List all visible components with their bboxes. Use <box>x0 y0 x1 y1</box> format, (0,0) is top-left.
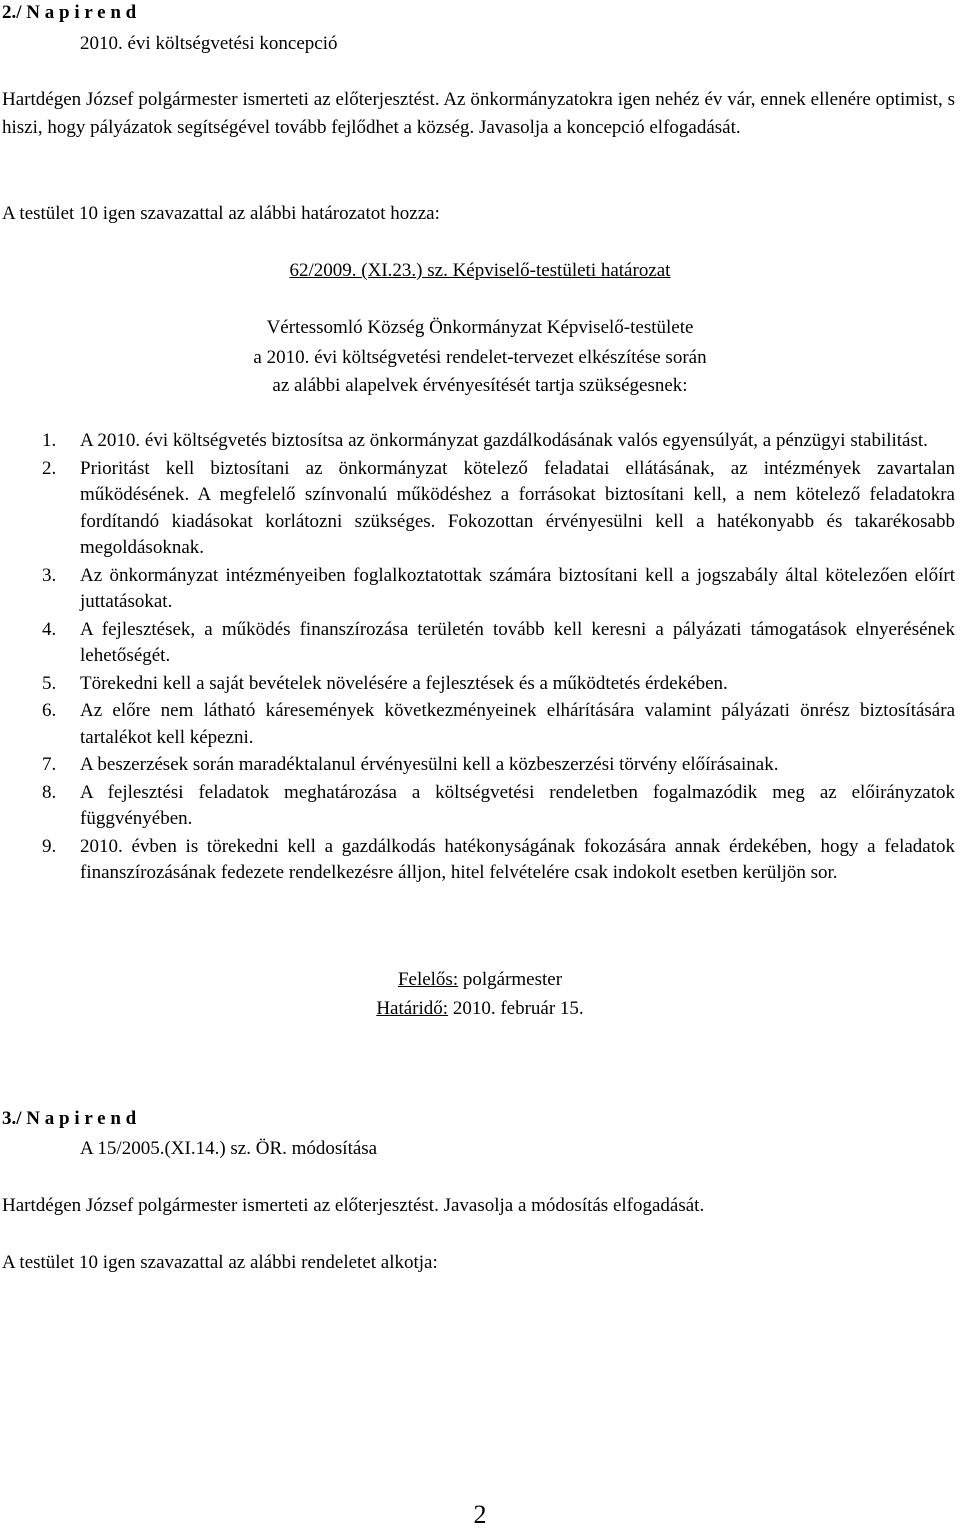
list-item: 2. Prioritást kell biztosítani az önkormányzat kötelező feladatai ellátásának, az intézmények zavartalan működésének. A megfelelő színvonalú működéshez a forrásokat biztosítani kell, a nem kötelező feladatokra fordítandó kiadásokat korlátozni szükséges. Fokozottan érvényesülni kell a hatékonyabb és takarékosabb megoldásoknak. <box>42 457 955 558</box>
list-item: 3. Az önkormányzat intézményeiben foglalkoztatottak számára biztosítani kell a jogszabály által kötelezően előírt juttatásokat. <box>42 564 955 612</box>
agenda-heading-2: 2./ N a p i r e n d <box>2 2 137 23</box>
list-item: 6. Az előre nem látható káresemények következményeinek elhárítására valamint pályázati önrész biztosítására tartalékot kell képezni. <box>42 700 955 748</box>
deadline-value: 2010. február 15. <box>452 998 584 1019</box>
resolution-body-line-2: a 2010. évi költségvetési rendelet-tervezet elkészítése során <box>253 347 707 368</box>
agenda-subject-2: 2010. évi költségvetési koncepció <box>80 33 338 54</box>
vote-sentence-2: A testület 10 igen szavazattal az alábbi határozatot hozza: <box>2 203 440 224</box>
deadline-line <box>0 995 960 1022</box>
responsible-line <box>0 966 960 993</box>
agenda-subject-3: A 15/2005.(XI.14.) sz. ÖR. módosítása <box>80 1138 378 1159</box>
list-item: 7. A beszerzések során maradéktalanul érvényesülni kell a közbeszerzési törvény előírásainak. <box>42 754 779 775</box>
intro-paragraph-2: Hartdégen József polgármester ismerteti az előterjesztést. Az önkormányzatokra igen nehéz év vár, ennek ellenére optimist, s hiszi, hogy pályázatok segítségével tovább fejlődhet a község. Javasolja a koncepció elfogadását. <box>2 89 955 138</box>
list-item: 4. A fejlesztések, a működés finanszírozása területén tovább kell keresni a pályázati támogatások elnyerésének lehetőségét. <box>42 618 955 666</box>
intro-paragraph-3: Hartdégen József polgármester ismerteti az előterjesztést. Javasolja a módosítás elfogadását. <box>2 1195 705 1216</box>
agenda-heading-3: 3./ N a p i r e n d <box>2 1108 137 1129</box>
resolution-body-line-3: az alábbi alapelvek érvényesítését tartja szükségesnek: <box>272 375 688 396</box>
resolution-body-line-1: Vértessomló Község Önkormányzat Képviselő-testülete <box>266 317 694 338</box>
resolution-title: 62/2009. (XI.23.) sz. Képviselő-testületi határozat <box>289 260 671 281</box>
list-item: 1. A 2010. évi költségvetés biztosítsa az önkormányzat gazdálkodásának valós egyensúlyát, a pénzügyi stabilitást. <box>42 430 928 451</box>
principles-list <box>0 428 955 887</box>
responsible-value: polgármester <box>462 969 563 990</box>
list-item: 9. 2010. évben is törekedni kell a gazdálkodás hatékonyságának fokozására annak érdekében, hogy a feladatok finanszírozásának fedezete rendelkezésre álljon, hitel felvételére csak indokolt esetben kerüljön sor. <box>42 835 955 883</box>
vote-sentence-3: A testület 10 igen szavazattal az alábbi rendeletet alkotja: <box>2 1252 438 1273</box>
list-item: 8. A fejlesztési feladatok meghatározása a költségvetési rendeletben fogalmazódik meg az előirányzatok függvényében. <box>42 781 955 829</box>
page-number: 2 <box>473 1500 487 1529</box>
deadline-label: Határidő: <box>376 998 449 1019</box>
responsible-label: Felelős: <box>397 969 459 990</box>
list-item: 5. Törekedni kell a saját bevételek növelésére a fejlesztések és a működtetés érdekében. <box>42 672 728 694</box>
